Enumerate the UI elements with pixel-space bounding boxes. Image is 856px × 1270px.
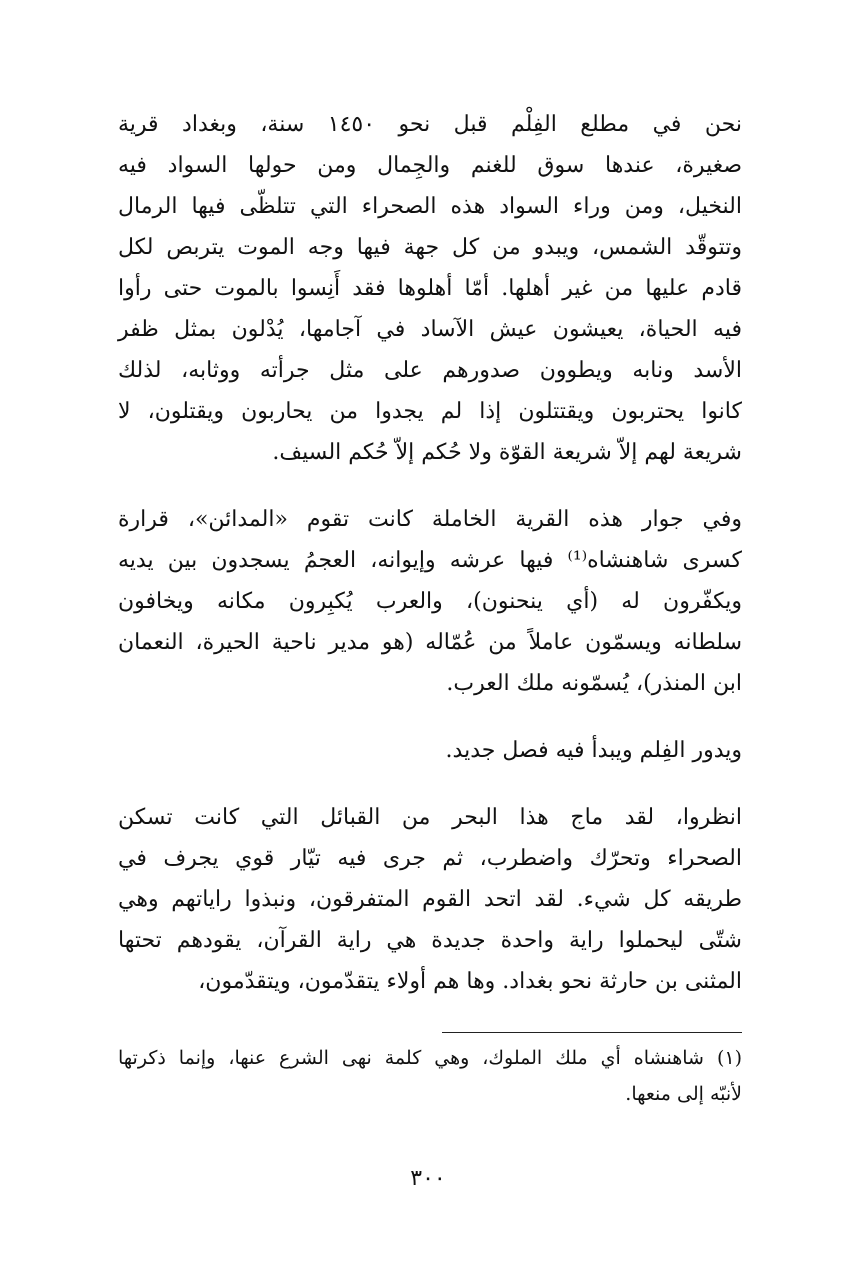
text-line: وتتوقّد الشمس، ويبدو من كل جهة فيها وجه الموت يتربص لكل — [118, 235, 742, 260]
text-line: ويكفّرون له (أي ينحنون)، والعرب يُكبِرون مكانه ويخافون — [118, 589, 742, 614]
text-line: وفي جوار هذه القرية الخاملة كانت تقوم «المدائن»، قرارة — [118, 507, 742, 532]
paragraph-3 — [118, 730, 742, 771]
text-line: قادم عليها من غير أهلها. أمّا أهلوها فقد أَنِسوا بالموت حتى رأوا — [118, 276, 742, 301]
paragraph-1 — [118, 104, 742, 473]
text-line: ويدور الفِلم ويبدأ فيه فصل جديد. — [445, 738, 742, 763]
text-line: شتّى ليحملوا راية واحدة جديدة هي راية القرآن، يقودهم تحتها — [118, 928, 742, 953]
text-line: صغيرة، عندها سوق للغنم والجِمال ومن حولها السواد فيه — [118, 153, 742, 178]
text-line: انظروا، لقد ماج هذا البحر من القبائل التي كانت تسكن — [118, 805, 742, 830]
footnote-divider — [442, 1032, 742, 1033]
page-number: ٣٠٠ — [410, 1166, 446, 1191]
paragraph-4 — [118, 797, 742, 1002]
footnote-line: لأنبّه إلى منعها. — [625, 1083, 742, 1105]
text-line: المثنى بن حارثة نحو بغداد. وها هم أولاء يتقدّمون، ويتقدّمون، — [198, 969, 742, 994]
page-body — [118, 104, 742, 1105]
text-line: النخيل، ومن وراء السواد هذه الصحراء التي تتلظّى فيها الرمال — [118, 194, 742, 219]
text-line: طريقه كل شيء. لقد اتحد القوم المتفرقون، ونبذوا راياتهم وهي — [118, 887, 742, 912]
text-line: كسرى شاهنشاه⁽¹⁾ فيها عرشه وإيوانه، العجمُ يسجدون بين يديه — [118, 548, 742, 573]
text-line: نحن في مطلع الفِلْم قبل نحو ١٤٥٠ سنة، وبغداد قرية — [118, 112, 742, 137]
text-line: الأسد ونابه ويطوون صدورهم على مثل جرأته ووثابه، لذلك — [118, 358, 742, 383]
text-line: شريعة لهم إلاّ شريعة القوّة ولا حُكم إلاّ حُكم السيف. — [272, 440, 742, 465]
text-line: الصحراء وتحرّك واضطرب، ثم جرى فيه تيّار قوي يجرف في — [118, 846, 742, 871]
text-line: سلطانه ويسمّون عاملاً من عُمّاله (هو مدير ناحية الحيرة، النعمان — [118, 630, 742, 655]
text-line: فيه الحياة، يعيشون عيش الآساد في آجامها، يُدْلون بمثل ظفر — [118, 317, 742, 342]
text-line: ابن المنذر)، يُسمّونه ملك العرب. — [446, 671, 742, 696]
footnote-line: (١) شاهنشاه أي ملك الملوك، وهي كلمة نهى الشرع عنها، وإنما ذكرتها — [118, 1047, 742, 1069]
paragraph-2 — [118, 499, 742, 704]
footnote — [118, 1040, 742, 1112]
text-line: كانوا يحتربون ويقتتلون إذا لم يجدوا من يحاربون ويقتلون، لا — [118, 399, 742, 424]
